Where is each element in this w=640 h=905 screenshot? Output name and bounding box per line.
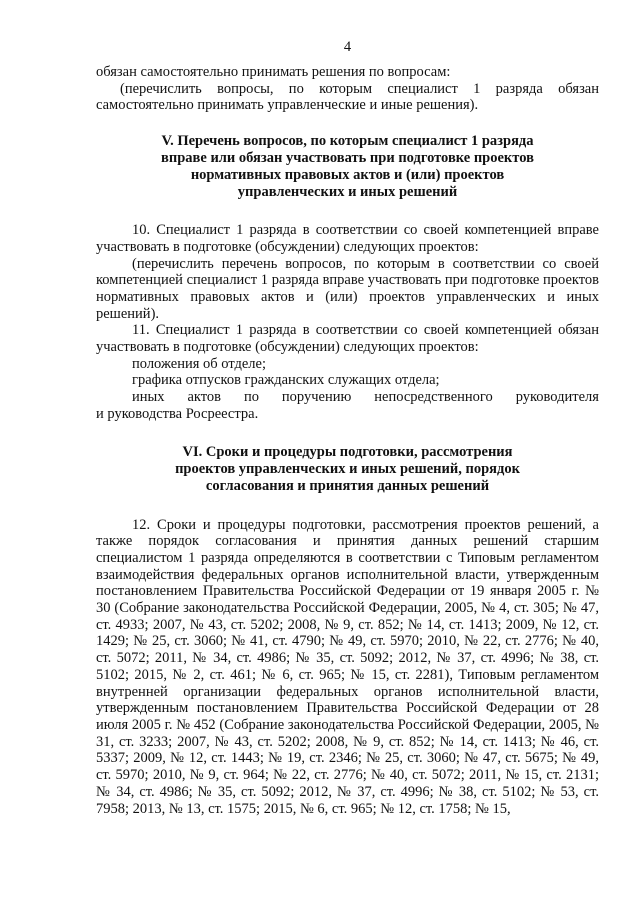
paragraph-12: 12. Сроки и процедуры подготовки, рассмотрения проектов решений, а также порядок согласования и принятия данных решений старшим специалистом 1 разряда определяются в соответствии с Типовым регламентом взаимодействия федеральных органов исполнительной власти, утвержденным постановлением Правительства Российской Федерации от 19 января 2005 г. № 30 (Собрание законодательства Российской Федерации, 2005, № 4, ст. 305; № 47, ст. 4933; 2007, № 43, ст. 5202; 2008, № 9, ст. 852; № 14, ст. 1413; 2009, № 12, ст. 1429; № 25, ст. 3060; № 41, ст. 4790; № 49, ст. 5970; 2010, № 22, ст. 2776; № 40, ст. 5072; 2011, № 34, ст. 4986; № 35, ст. 5092; 2012, № 37, ст. 4996; № 38, ст. 5102; 2015, № 2, ст. 461; № 6, ст. 965; № 15, ст. 2281), Типовым регламентом внутренней организации федеральных органов исполнительной власти, утвержденным постановлением Правительства Российской Федерации от 28 июля 2005 г. № 452 (Собрание законодательства Российской Федерации, 2005, № 31, ст. 3233; 2007, № 43, ст. 5202; 2008, № 9, ст. 852; № 14, ст. 1413; № 46, ст. 5337; 2009, № 12, ст. 1443; № 19, ст. 2346; № 25, ст. 3060; № 47, ст. 5675; № 49, ст. 5970; 2010, № 9, ст. 964; № 22, ст. 2776; № 40, ст. 5072; 2011, № 15, ст. 2131; № 34, ст. 4986; № 35, ст. 5092; 2012, № 37, ст. 4996; № 38, ст. 5102; № 53, ст. 7958; 2013, № 13, ст. 1575; 2015, № 6, ст. 965; № 12, ст. 1758; № 15, — [96, 516, 599, 817]
word: по — [243, 389, 259, 406]
section-6-heading-line: согласования и принятия данных решений — [205, 477, 490, 494]
word: непосредственного — [374, 389, 493, 406]
word: актов — [187, 389, 221, 406]
paragraph-list-questions: (перечислить вопросы, по которым специалист 1 разряда обязан самостоятельно принимать управленческие и иные решения). — [96, 80, 599, 114]
paragraph-obligation-intro: обязан самостоятельно принимать решения по вопросам: — [96, 64, 451, 80]
list-item-other-acts-line — [96, 389, 599, 406]
list-item-other-acts-tail: и руководства Росреестра. — [96, 405, 259, 422]
word: руководителя — [515, 389, 599, 406]
word: иных — [132, 389, 165, 406]
section-5-heading — [96, 133, 599, 201]
word: поручению — [281, 389, 352, 406]
document-page — [96, 38, 599, 817]
paragraph-10: 10. Специалист 1 разряда в соответствии со своей компетенцией вправе участвовать в подготовке (обсуждении) следующих проектов: — [96, 222, 599, 255]
section-6-heading-line: проектов управленческих и иных решений, порядок — [175, 460, 520, 477]
section-5-heading-line: V. Перечень вопросов, по которым специалист 1 разряда — [161, 133, 534, 150]
paragraph-10-list: (перечислить перечень вопросов, по которым в соответствии со своей компетенцией специалист 1 разряда вправе участвовать при подготовке проектов нормативных правовых актов и (или) проектов управленческих и иных решений). — [96, 255, 599, 322]
section-5-heading-line: вправе или обязан участвовать при подготовке проектов — [161, 150, 534, 167]
list-item-vacation-schedule: графика отпусков гражданских служащих отдела; — [132, 372, 440, 389]
list-item-department-regulations: положения об отделе; — [132, 355, 266, 372]
section-6-heading — [96, 444, 599, 495]
section-6-heading-line: VI. Сроки и процедуры подготовки, рассмотрения — [182, 443, 513, 460]
section-5-heading-line: нормативных правовых актов и (или) проектов — [190, 167, 505, 184]
page-number: 4 — [343, 39, 352, 55]
section-5-heading-line: управленческих и иных решений — [237, 184, 458, 201]
paragraph-11: 11. Специалист 1 разряда в соответствии со своей компетенцией обязан участвовать в подготовке (обсуждении) следующих проектов: — [96, 322, 599, 356]
